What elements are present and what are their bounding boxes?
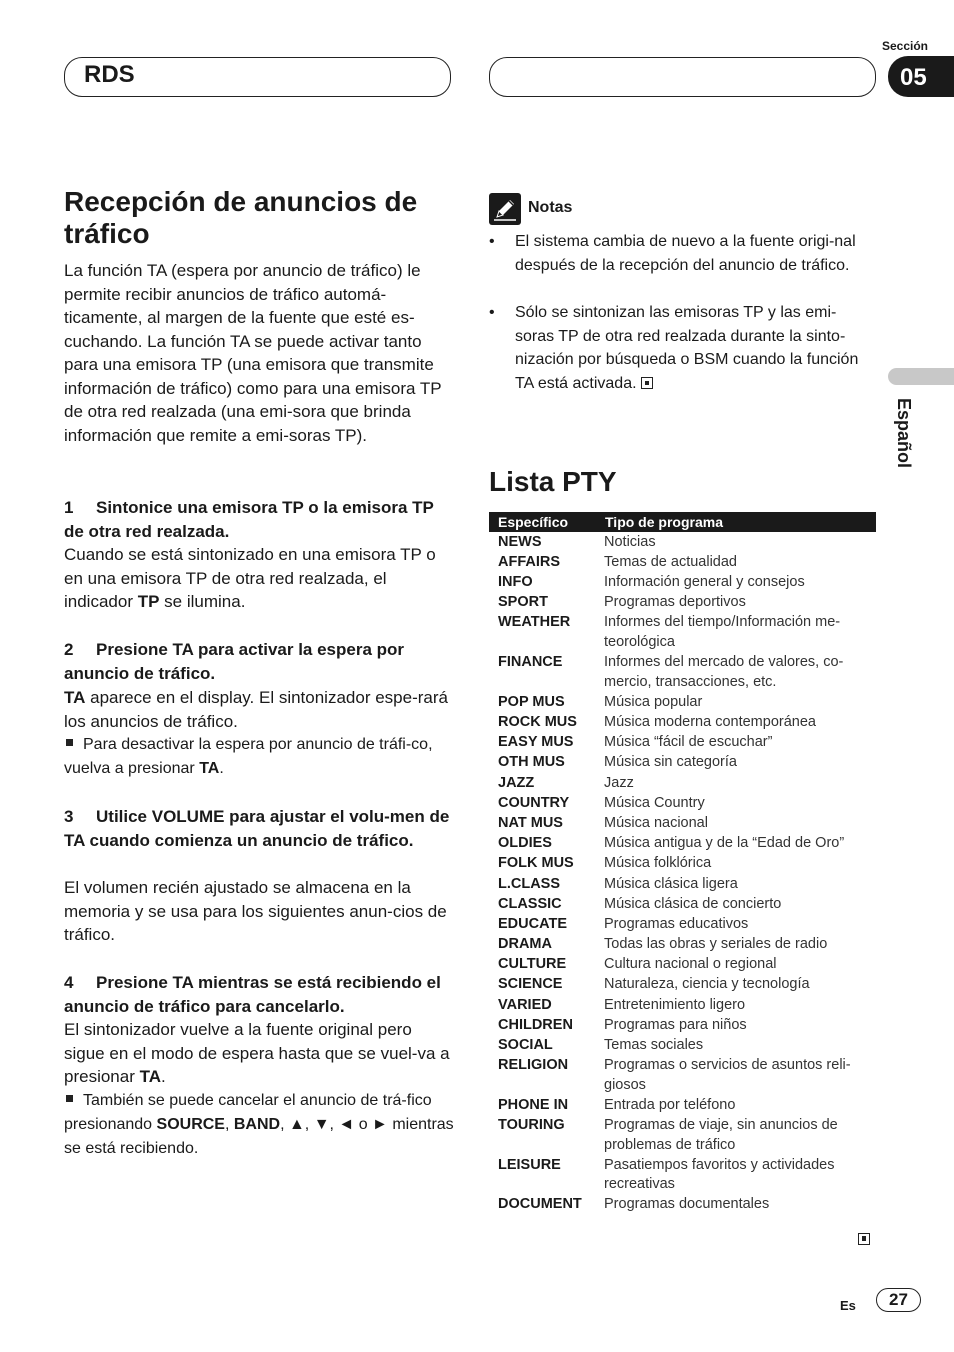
page-number: 27 — [876, 1288, 921, 1312]
ta-heading: Recepción de anuncios de tráfico — [64, 186, 418, 249]
pty-code: FOLK MUS — [498, 855, 574, 872]
column-header: Tipo de programa — [605, 514, 723, 530]
pty-code: PHONE IN — [498, 1096, 569, 1113]
footer-language: Es — [840, 1298, 856, 1313]
pty-description: Programas o servicios de asuntos reli-giosos — [604, 1057, 851, 1093]
pty-code: CLASSIC — [498, 895, 562, 912]
pty-code: EASY MUS — [498, 734, 574, 751]
notes-title: Notas — [528, 199, 573, 216]
language-tab — [888, 368, 954, 385]
pty-code: L.CLASS — [498, 875, 561, 892]
table-row — [489, 1116, 876, 1155]
table-row — [489, 713, 876, 733]
page-header-title: RDS — [84, 61, 135, 88]
table-row — [489, 794, 876, 814]
pty-description: Música clásica ligera — [604, 875, 738, 892]
note-item: • Sólo se sintonizan las emisoras TP y las emi-soras TP de otra red realzada durante la sinto-nización por búsqueda o BSM cuando la función TA está activada. — [489, 304, 859, 392]
step-2-subnote: Para desactivar la espera por anuncio de tráfi-co, vuelva a presionar TA. — [64, 736, 433, 777]
table-row — [489, 1036, 876, 1056]
step-2-body: TA aparece en el display. El sintonizador espe-rará los anuncios de tráfico. — [64, 688, 448, 731]
table-row — [489, 1056, 876, 1095]
pty-code: JAZZ — [498, 774, 535, 791]
step-4-title: 4 Presione TA mientras se está recibiendo el anuncio de tráfico para cancelarlo. — [64, 973, 441, 1016]
pty-code: CHILDREN — [498, 1016, 573, 1033]
pty-code: OTH MUS — [498, 754, 565, 771]
pty-description: Programas documentales — [604, 1196, 770, 1213]
pty-description: Música antigua y de la “Edad de Oro” — [604, 835, 845, 852]
table-row — [489, 653, 876, 692]
table-row — [489, 955, 876, 975]
pty-description: Música clásica de concierto — [604, 895, 782, 912]
pty-code: FINANCE — [498, 654, 563, 671]
pty-description: Entrada por teléfono — [604, 1096, 736, 1113]
pty-code: EDUCATE — [498, 915, 568, 932]
table-row — [489, 1156, 876, 1195]
step-4-subnote: También se puede cancelar el anuncio de trá-fico presionando SOURCE, BAND, ▲, ▼, ◄ o ► mientras se está recibiendo. — [64, 1092, 454, 1157]
pty-description: Pasatiempos favoritos y actividades recreativas — [604, 1156, 835, 1193]
step-3-body: El volumen recién ajustado se almacena en la memoria y se usa para los siguientes anun-cios de tráfico. — [64, 878, 447, 944]
pty-code: DOCUMENT — [498, 1196, 582, 1213]
pty-description: Programas educativos — [604, 915, 749, 932]
pty-code: VARIED — [498, 996, 552, 1013]
pty-description: Todas las obras y seriales de radio — [604, 936, 828, 953]
ta-intro: La función TA (espera por anuncio de tráfico) le permite recibir anuncios de tráfico automá-ticamente, al margen de la fuente que esté es-cuchando. La función TA se puede activar tanto para una emisora TP (una emisora que transmite información de tráfico) como para una emisora TP de otra red realzada (una emi-sora que brinda información que remite a emi-soras TP). — [64, 261, 442, 445]
pty-description: Información general y consejos — [604, 574, 805, 591]
pty-code: SPORT — [498, 594, 548, 611]
table-row — [489, 1096, 876, 1116]
pty-description: Música popular — [604, 693, 703, 710]
table-row — [489, 915, 876, 935]
step-4-body: El sintonizador vuelve a la fuente original pero sigue en el modo de espera hasta que se vuel-va a presionar TA. — [64, 1020, 450, 1086]
pty-description: Informes del mercado de valores, co-mercio, transacciones, etc. — [604, 654, 844, 690]
pty-description: Jazz — [604, 774, 634, 791]
pty-table-body — [489, 533, 876, 1215]
pty-description: Música nacional — [604, 814, 708, 831]
pty-description: Programas deportivos — [604, 594, 746, 611]
pty-code: AFFAIRS — [498, 553, 561, 570]
pty-table — [489, 512, 876, 1215]
table-row — [489, 533, 876, 553]
header-pill-right — [489, 57, 876, 97]
pty-description: Música sin categoría — [604, 754, 737, 771]
pty-code: ROCK MUS — [498, 714, 577, 730]
column-header: Específico — [498, 514, 569, 530]
pty-description: Programas de viaje, sin anuncios de problemas de tráfico — [604, 1117, 838, 1153]
pty-description: Música folklórica — [604, 855, 712, 872]
step-1-body: Cuando se está sintonizado en una emisora TP o en una emisora TP de otra red realzada, el indicador TP se ilumina. — [64, 545, 436, 611]
pty-table-header — [489, 512, 876, 532]
pty-code: WEATHER — [498, 614, 571, 631]
pty-description: Cultura nacional o regional — [604, 956, 777, 973]
pty-code: OLDIES — [498, 835, 552, 852]
pty-code: LEISURE — [498, 1156, 561, 1173]
table-row — [489, 854, 876, 874]
pty-code: TOURING — [498, 1117, 565, 1134]
table-row — [489, 593, 876, 613]
table-row — [489, 573, 876, 593]
pty-description: Música Country — [604, 794, 705, 811]
pty-description: Entretenimiento ligero — [604, 996, 746, 1013]
pty-description: Naturaleza, ciencia y tecnología — [604, 976, 810, 993]
pty-description: Informes del tiempo/Información me-teorológica — [604, 614, 841, 650]
pty-code: POP MUS — [498, 693, 565, 710]
step-2-title: 2 Presione TA para activar la espera por anuncio de tráfico. — [64, 640, 405, 683]
table-row — [489, 1195, 876, 1215]
pty-code: NEWS — [498, 533, 542, 550]
pty-code: INFO — [498, 574, 533, 591]
table-row — [489, 935, 876, 955]
pty-description: Temas de actualidad — [604, 553, 737, 570]
pty-code: DRAMA — [498, 936, 552, 953]
pty-description: Música “fácil de escuchar” — [604, 734, 773, 751]
section-number-badge: 05 — [888, 56, 954, 97]
table-row — [489, 895, 876, 915]
notes-pencil-icon — [489, 193, 521, 225]
table-row — [489, 996, 876, 1016]
pty-code: SOCIAL — [498, 1037, 553, 1053]
pty-description: Música moderna contemporánea — [604, 714, 816, 730]
pty-code: RELIGION — [498, 1057, 569, 1074]
pty-heading: Lista PTY — [489, 466, 617, 497]
end-mark-icon — [858, 1230, 870, 1248]
table-row — [489, 553, 876, 573]
pty-description: Temas sociales — [604, 1037, 704, 1053]
table-row — [489, 875, 876, 895]
pty-description: Programas para niños — [604, 1016, 747, 1033]
table-row — [489, 975, 876, 995]
language-label: Español — [894, 398, 914, 469]
table-row — [489, 753, 876, 773]
table-row — [489, 613, 876, 652]
table-row — [489, 774, 876, 794]
step-1-title: 1 Sintonice una emisora TP o la emisora TP de otra red realzada. — [64, 498, 434, 541]
section-label: Sección — [881, 39, 928, 53]
table-row — [489, 693, 876, 713]
note-item: • El sistema cambia de nuevo a la fuente origi-nal después de la recepción del anuncio de tráfico. — [489, 233, 856, 274]
pty-code: CULTURE — [498, 956, 567, 973]
step-3-title: 3 Utilice VOLUME para ajustar el volu-men de TA cuando comienza un anuncio de tráfico. — [64, 807, 450, 850]
pty-description: Noticias — [604, 533, 656, 550]
end-mark-icon — [641, 377, 653, 389]
pty-code: NAT MUS — [498, 814, 563, 831]
table-row — [489, 1016, 876, 1036]
table-row — [489, 733, 876, 753]
pty-code: COUNTRY — [498, 794, 570, 811]
square-bullet-icon — [66, 1095, 73, 1102]
table-row — [489, 814, 876, 834]
table-row — [489, 834, 876, 854]
square-bullet-icon — [66, 739, 73, 746]
pty-code: SCIENCE — [498, 976, 563, 993]
